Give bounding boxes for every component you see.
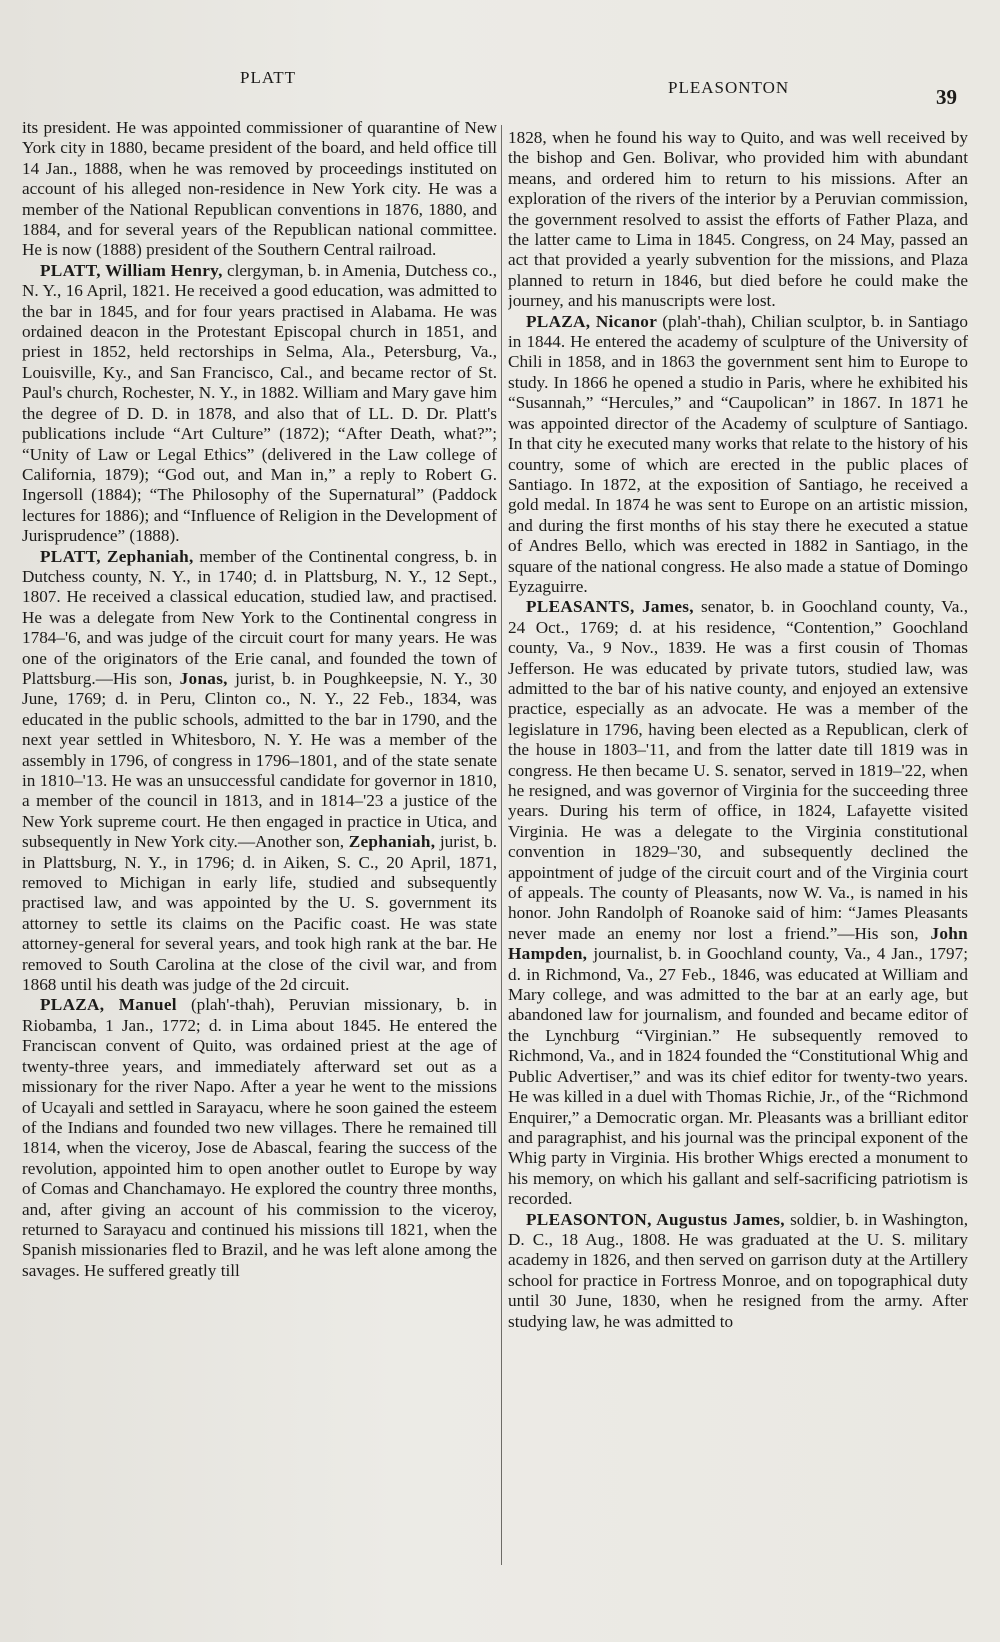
entry-headword: PLEASANTS, James, <box>526 597 694 617</box>
entry-plaza-nicanor <box>508 312 968 598</box>
column-divider <box>501 125 502 1565</box>
entry-text: soldier, b. in Washington, D. C., 18 Aug., 1808. He was graduated at the U. S. military academy in 1826, and then served on garrison duty at the Artillery school for practice in Fortress Monroe, and on topographical duty until 30 June, 1830, when he resigned from the army. After studying law, he was admitted to <box>508 1209 968 1331</box>
sub-headword: John Hampden, <box>508 923 968 964</box>
running-head-left: PLATT <box>240 68 296 87</box>
entry-platt-william-henry <box>22 261 497 547</box>
entry-text: jurist, b. in Poughkeepsie, N. Y., 30 June, 1769; d. in Peru, Clinton co., N. Y., 22 Feb., 1834, was educated in the public schools, admitted to the bar in 1790, and the next year settled in Whitesboro, N. Y. He was a member of the assembly in 1796, of congress in 1796–1801, and of the state senate in 1810–'13. He was an unsuccessful candidate for governor in 1810, a member of the council in 1813, and in 1814–'23 a justice of the New York supreme court. He then engaged in practice in Utica, and subsequently in New York city.—Another son, <box>22 668 497 852</box>
entry-headword: PLEASONTON, Augustus James, <box>526 1209 785 1229</box>
entry-text: clergyman, b. in Amenia, Dutchess co., N. Y., 16 April, 1821. He received a good education, was admitted to the bar in 1845, and for four years practised in Alabama. He was ordained deacon in the Protestant Episcopal church in 1851, and priest in 1852, held rectorships in Selma, Ala., Petersburg, Va., Louisville, Ky., and San Francisco, Cal., and became rector of St. Paul's church, Rochester, N. Y., in 1882. William and Mary gave him the degree of D. D. in 1878, and also that of LL. D. Dr. Platt's publications include “Art Culture” (1872); “After Death, what?”; “Unity of Law or Legal Ethics” (delivered in the Law college of California, 1879); “God out, and Man in,” a reply to Robert G. Ingersoll (1884); “The Philosophy of the Supernatural” (Paddock lectures for 1886); and “Influence of Religion in the Development of Jurisprudence” (1888). <box>22 260 497 546</box>
entry-headword: PLATT, William Henry, <box>40 260 223 280</box>
entry-platt-zephaniah <box>22 547 497 996</box>
right-column <box>508 128 968 1588</box>
page-number: 39 <box>936 85 957 109</box>
entry-headword: PLATT, Zephaniah, <box>40 546 194 566</box>
entry-plaza-manuel <box>22 995 497 1281</box>
entry-text: member of the Continental congress, b. in Dutchess county, N. Y., in 1740; d. in Plattsburg, N. Y., 12 Sept., 1807. He received a classical education, studied law, and practised. He was a delegate from New York to the Continental congress in 1784–'6, and was judge of the circuit court for many years. He was one of the originators of the Erie canal, and founded the town of Plattsburg.—His son, <box>22 546 497 688</box>
entry-pleasonton-augustus-james <box>508 1210 968 1332</box>
entry-text: (plah'-thah), Chilian sculptor, b. in Santiago in 1844. He entered the academy of sculpture of the University of Chili in 1858, and in 1863 the government sent him to Europe to study. In 1866 he opened a studio in Paris, where he exhibited his “Susannah,” “Hercules,” and “Caupolican” in 1867. In 1871 he was appointed director of the Academy of sculpture of Santiago. In that city he executed many works that relate to the history of his country, some of which are erected in the public places of Santiago. In 1872, at the exposition of Santiago, he received a gold medal. In 1874 he was sent to Europe on an artistic mission, and during the first months of his stay there he executed a statue of Andres Bello, which was erected in 1882 in Santiago, in the square of the national congress. He also made a statue of Domingo Eyzaguirre. <box>508 311 968 596</box>
entry-headword: PLAZA, Manuel <box>40 995 177 1015</box>
entry-text: senator, b. in Goochland county, Va., 24 Oct., 1769; d. at his residence, “Contention,” Goochland county, Va., 9 Nov., 1839. He was a first cousin of Thomas Jefferson. He was educated by private tutors, studied law, was admitted to the bar of his native county, and enjoyed an extensive practice, especially as an advocate. He was a member of the legislature in 1796, having been elected as a Republican, clerk of the house in 1803–'11, and from the latter date till 1819 was in congress. He then became U. S. senator, served in 1819–'22, when he resigned, and was governor of Virginia for the succeeding three years. During his term of office, in 1824, Lafayette visited Virginia. He was a delegate to the Virginia constitutional convention in 1829–'30, and subsequently declined the appointment of judge of the circuit court and of the Virginia court of appeals. The county of Pleasants, now W. Va., is named in his honor. John Randolph of Roanoke said of him: “James Pleasants never made an enemy nor lost a friend.”—His son, <box>508 597 968 943</box>
entry-text: (plah'-thah), Peruvian missionary, b. in Riobamba, 1 Jan., 1772; d. in Lima about 1845. He entered the Franciscan convent of Quito, was ordained priest at the age of twenty-three years, and immediately afterward set out as a missionary for the river Napo. After a year he went to the missions of Ucayali and settled in Sarayacu, where he soon gained the esteem of the Indians and founded two new villages. There he remained till 1814, when the viceroy, Jose de Abascal, fearing the success of the revolution, appointed him to open another outlet to Europe by way of Comas and Chanchamayo. He explored the country three months, and, after giving an account of his commission to the viceroy, returned to Sarayacu and continued his missions till 1821, when the Spanish missionaries fled to Brazil, and he was left alone among the savages. He suffered greatly till <box>22 995 497 1280</box>
left-column <box>22 118 497 1578</box>
running-head-right: PLEASONTON <box>668 78 790 97</box>
sub-headword: Jonas, <box>179 668 228 688</box>
entry-text: journalist, b. in Goochland county, Va., 4 Jan., 1797; d. in Richmond, Va., 27 Feb., 1846, was educated at William and Mary college, and was admitted to the bar at an early age, but abandoned law for journalism, and founded and became editor of the Lynchburg “Virginian.” He subsequently removed to Richmond, Va., and in 1824 founded the “Constitutional Whig and Public Advertiser,” and was its chief editor for twenty-two years. He was killed in a duel with Thomas Richie, Jr., of the “Richmond Enquirer,” a Democratic organ. Mr. Pleasants was a brilliant editor and paragraphist, and his journal was the principal exponent of the Whig party in Virginia. His brother Whigs erected a monument to his memory, on which his gallant and self-sacrificing patriotism is recorded. <box>508 944 968 1209</box>
entry-pleasants-james <box>508 597 968 1209</box>
entry-headword: PLAZA, Nicanor <box>526 311 658 331</box>
sub-headword: Zephaniah, <box>348 832 436 852</box>
continued-paragraph: its president. He was appointed commissioner of quarantine of New York city in 1880, became president of the board, and held office till 14 Jan., 1888, when he was removed by proceedings instituted on account of his alleged non-residence in New York city. He was a member of the National Republican conventions in 1876, 1880, and 1884, and for several years of the Republican national committee. He is now (1888) president of the Southern Central railroad. <box>22 118 497 260</box>
continued-paragraph: 1828, when he found his way to Quito, and was well received by the bishop and Gen. Bolivar, who provided him with abundant means, and ordered him to return to his missions. After an exploration of the rivers of the interior by a Peruvian commission, the government resolved to assist the efforts of Father Plaza, and the latter came to Lima in 1845. Congress, on 24 May, passed an act that provided a yearly subvention for the missions, and Plaza planned to return in 1846, but died before he could make the journey, and his manuscripts were lost. <box>508 128 968 311</box>
entry-text: jurist, b. in Plattsburg, N. Y., in 1796; d. in Aiken, S. C., 20 April, 1871, removed to Michigan in early life, studied and subsequently practised law, and was appointed by the U. S. government its attorney to settle its claims on the Pacific coast. He was state attorney-general for several years, and took high rank at the bar. He removed to South Carolina at the close of the civil war, and from 1868 until his death was judge of the 2d circuit. <box>22 832 497 995</box>
